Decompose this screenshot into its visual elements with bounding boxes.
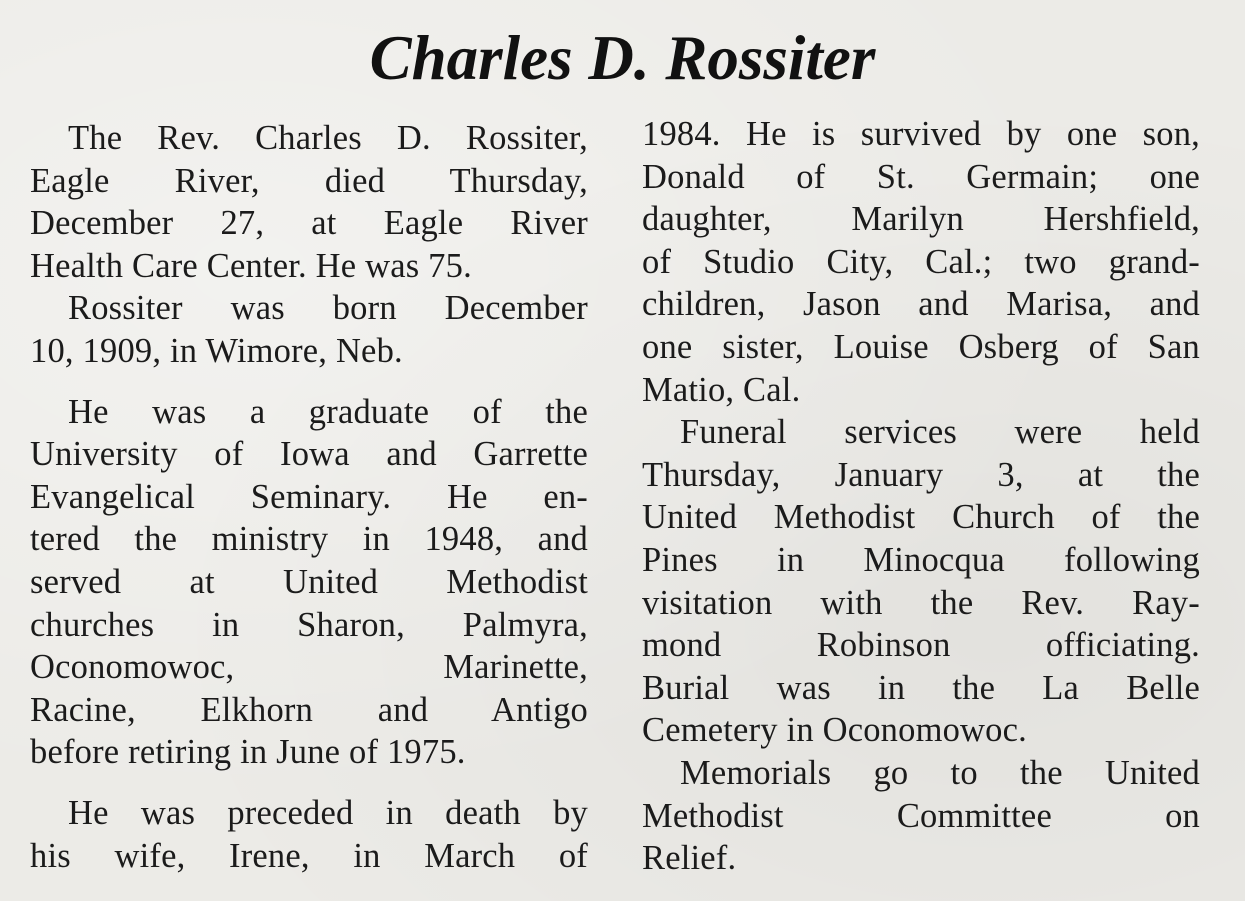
text-line: his wife, Irene, in March of: [30, 836, 588, 875]
text-line: Evangelical Seminary. He en-: [30, 477, 588, 516]
text-line: Matio, Cal.: [642, 370, 801, 409]
text-line: Eagle River, died Thursday,: [30, 161, 588, 200]
text-line: Rossiter was born December: [68, 289, 588, 328]
text-line: daughter, Marilyn Hershfield,: [642, 200, 1200, 239]
text-line: Memorials go to the United: [680, 753, 1200, 792]
text-line: Donald of St. Germain; one: [642, 157, 1200, 196]
text-line: Methodist Committee on: [642, 796, 1200, 835]
text-line: Racine, Elkhorn and Antigo: [30, 690, 588, 729]
text-line: Health Care Center. He was 75.: [30, 246, 472, 285]
text-line: Relief.: [642, 839, 737, 878]
text-line: of Studio City, Cal.; two grand-: [642, 242, 1200, 281]
text-line: Funeral services were held: [680, 413, 1200, 452]
text-line: University of Iowa and Garrette: [30, 435, 588, 474]
text-line: He was preceded in death by: [68, 793, 588, 832]
text-line: mond Robinson officiating.: [642, 626, 1200, 665]
right-column: [642, 113, 1200, 880]
text-line: He was a graduate of the: [68, 392, 588, 431]
text-line: Burial was in the La Belle: [642, 668, 1200, 707]
obituary-title: Charles D. Rossiter: [369, 23, 876, 93]
paragraph-gap: [30, 774, 588, 792]
text-line: Cemetery in Oconomowoc.: [642, 711, 1027, 750]
left-column: [30, 117, 588, 877]
text-line: visitation with the Rev. Ray-: [642, 583, 1200, 622]
text-line: children, Jason and Marisa, and: [642, 285, 1200, 324]
paragraph-gap: [30, 373, 588, 391]
text-line: Oconomowoc, Marinette,: [30, 648, 588, 687]
text-line: December 27, at Eagle River: [30, 204, 588, 243]
text-line: Thursday, January 3, at the: [642, 455, 1200, 494]
text-line: 1984. He is survived by one son,: [642, 115, 1200, 153]
text-line: tered the ministry in 1948, and: [30, 520, 588, 559]
text-line: United Methodist Church of the: [642, 498, 1200, 537]
text-line: churches in Sharon, Palmyra,: [30, 605, 588, 644]
text-line: before retiring in June of 1975.: [30, 733, 466, 772]
text-line: 10, 1909, in Wimore, Neb.: [30, 331, 403, 370]
text-line: The Rev. Charles D. Rossiter,: [68, 119, 588, 157]
text-line: served at United Methodist: [30, 562, 588, 601]
text-line: Pines in Minocqua following: [642, 540, 1200, 579]
text-line: one sister, Louise Osberg of San: [642, 327, 1200, 366]
